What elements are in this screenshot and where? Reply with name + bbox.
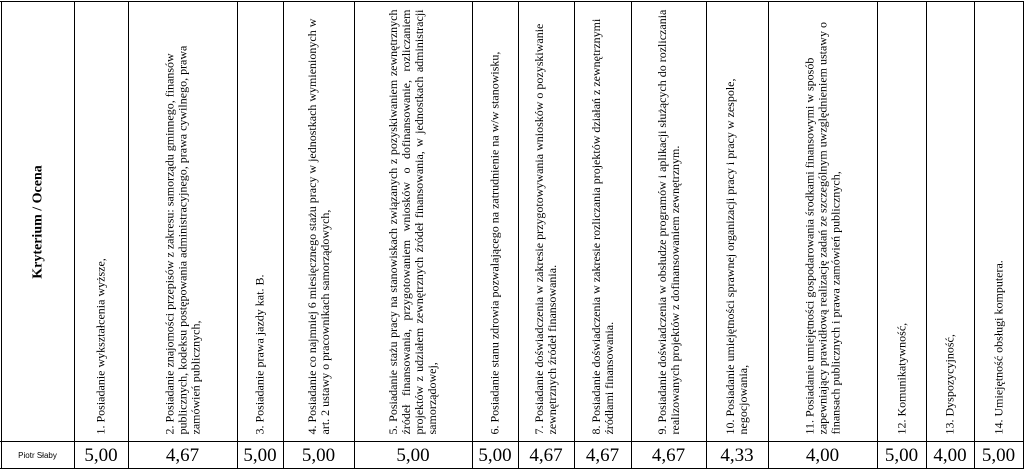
- criterion-text: 10. Posiadanie umiejętności sprawnej organizacji pracy i pracy w zespole, negocjowania,: [723, 78, 750, 434]
- header-criterion-14: [974, 2, 1023, 441]
- criterion-text: 7. Posiadanie doświadczenia w zakresie przygotowywania wniosków o pozyskiwanie zewnętrznych źródeł finansowania.: [532, 23, 559, 434]
- header-criterion-3: [237, 2, 283, 441]
- header-criterion-1: [74, 2, 128, 441]
- header-criterion-label: [1, 2, 74, 441]
- criterion-text: 12. Komunikatywność,: [894, 322, 908, 434]
- header-criterion-2: [128, 2, 237, 441]
- header-criterion-13: [926, 2, 974, 441]
- criterion-text: 6. Posiadanie stanu zdrowia pozwalającego na zatrudnienie na w/w stanowisku,: [487, 51, 502, 434]
- score-cell: 4,67: [651, 444, 686, 466]
- score-cell: 4,00: [933, 444, 967, 466]
- candidate-name: Piotr Słaby: [18, 451, 57, 460]
- criterion-text: 4. Posiadanie co najmniej 6 miesięcznego stażu pracy w jednostkach wymienionych w art. 2 ustawy o pracownikach samorządowych,: [304, 18, 332, 434]
- border-bottom: [0, 468, 1024, 469]
- criterion-text: 8. Posiadanie doświadczenia w zakresie rozliczania projektów działań z zewnętrznymi źródłami finansowania.: [588, 18, 616, 434]
- criterion-text: 2. Posiadanie znajomości przepisów z zakresu: samorządu gminnego, finansów publicznych, kodeksu postępowania administracyjnego, prawa cywilnego, prawa zamówień publicznych,: [162, 45, 202, 434]
- criterion-text: 13. Dyspozycyjność,: [942, 333, 957, 434]
- header-criterion-11: [768, 2, 877, 441]
- criterion-text: 3. Posiadanie prawa jazdy kat. B.: [252, 274, 267, 434]
- score-cell: 5,00: [884, 444, 919, 466]
- header-criterion-8: [574, 2, 631, 441]
- header-criterion-12: [877, 2, 926, 441]
- header-criterion-4: [283, 2, 354, 441]
- col-divider: [1023, 1, 1024, 469]
- score-cell: 5,00: [478, 444, 512, 466]
- score-cell: 5,00: [301, 444, 336, 466]
- score-cell: 5,00: [981, 444, 1016, 466]
- criterion-text: 11. Posiadanie umiejętności gospodarowania środkami finansowymi w sposób zapewniający prawidłową realizację zadań ze szczególnym uwzględnieniem ustawy o finansach publicznych i prawa zamówień publicznych,: [802, 21, 842, 434]
- score-cell: 4,67: [529, 444, 563, 466]
- score-cell: 5,00: [396, 444, 430, 466]
- header-criterion-10: [706, 2, 768, 441]
- score-cell: 4,00: [805, 444, 840, 466]
- score-cell: 5,00: [84, 444, 118, 466]
- score-cell: 4,67: [165, 444, 200, 466]
- header-criterion-7: [518, 2, 574, 441]
- border-header-bottom: [0, 441, 1024, 442]
- header-criterion-5: [354, 2, 472, 441]
- criterion-text: 5. Posiadanie stażu pracy na stanowiskach związanych z pozyskiwaniem zewnętrznych źródeł finansowania, przygotowaniem wniosków o dofinansowanie, rozliczaniem projektów z udziałem zewnętrznych źródeł finansowania, w jednostkach administracji samorządowej,: [386, 9, 439, 434]
- score-cell: 5,00: [243, 444, 277, 466]
- criterion-header-text: Kryterium / Ocena: [30, 164, 45, 279]
- score-cell: 4,67: [585, 444, 620, 466]
- score-cell: 4,33: [720, 444, 754, 466]
- header-criterion-9: [631, 2, 706, 441]
- criterion-text: 9. Posiadanie doświadczenia w obsłudze programów i aplikacji służących do rozliczania realizowanych projektów z dofinansowaniem zewnętrznym.: [654, 9, 682, 434]
- criterion-text: 1. Posiadanie wykształcenia wyższe,: [93, 257, 108, 434]
- header-criterion-6: [472, 2, 518, 441]
- criterion-text: 14. Umiejętność obsługi komputera.: [991, 259, 1005, 434]
